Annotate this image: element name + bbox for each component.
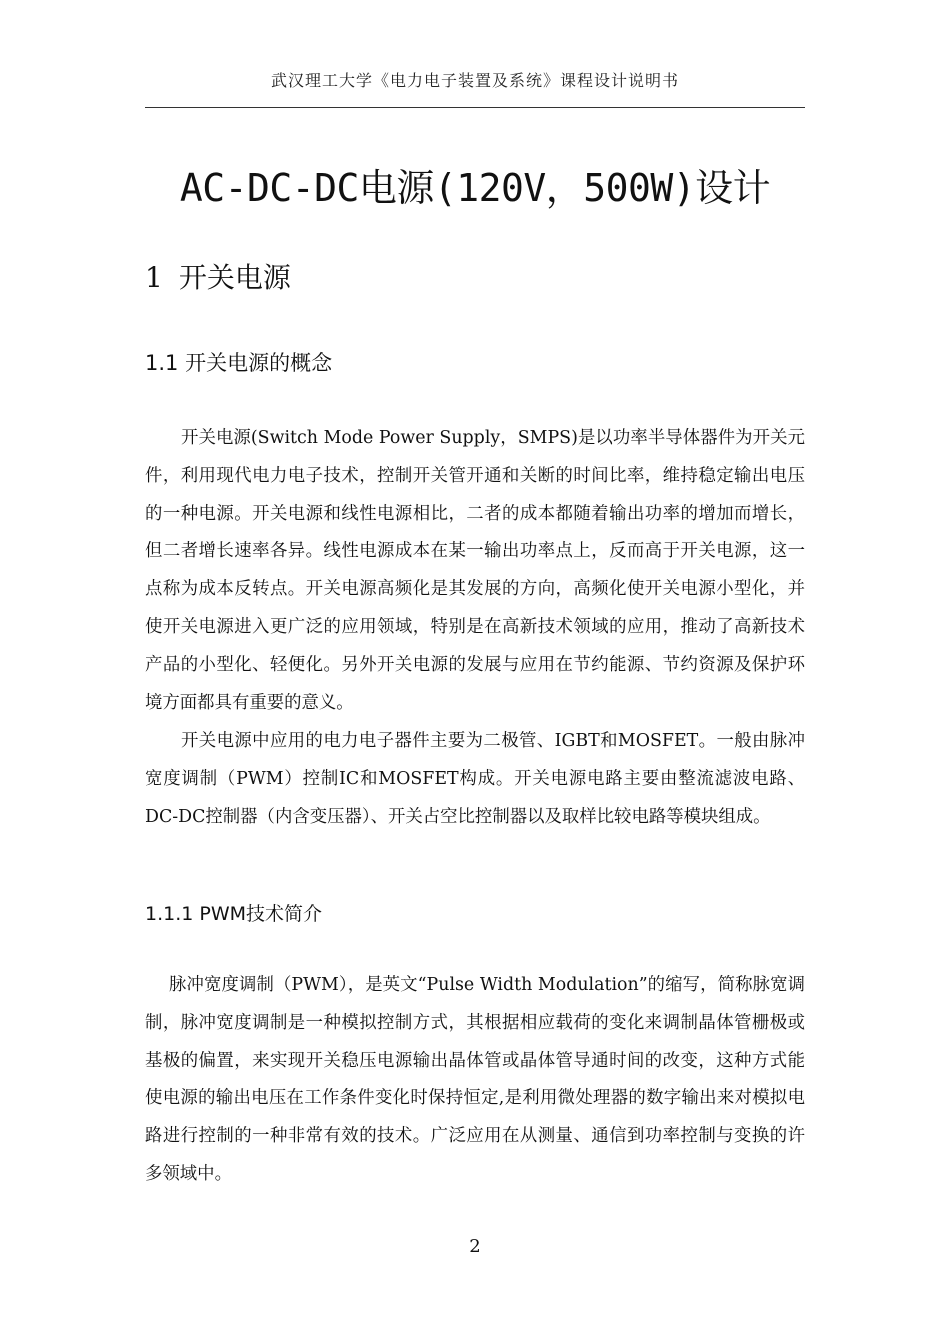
section-heading-1 [145, 256, 291, 300]
section-heading-1-1: 1.1 开关电源的概念 [145, 351, 333, 375]
page-number: 2 [469, 1236, 481, 1257]
section-number: 1 [145, 261, 163, 294]
document-title: AC-DC-DC电源(120V，500W)设计 [179, 166, 771, 210]
section-title: 开关电源 [178, 261, 291, 294]
paragraph-smps-concept: 开关电源(Switch Mode Power Supply，SMPS)是以功率半导体器件为开关元件，利用现代电力电子技术，控制开关管开通和关断的时间比率，维持稳定输出电压的一种电源。开关电源和线性电源相比，二者的成本都随着输出功率的增加而增长，但二者增长速率各异。线性电源成本在某一输出功率点上，反而高于开关电源，这一点称为成本反转点。开关电源高频化是其发展的方向，高频化使开关电源小型化，并使开关电源进入更广泛的应用领域，特别是在高新技术领域的应用，推动了高新技术产品的小型化、轻便化。另外开关电源的发展与应用在节约能源、节约资源及保护环境方面都具有重要的意义。 [145, 428, 805, 713]
running-header: 武汉理工大学《电力电子装置及系统》课程设计说明书 [270, 71, 679, 90]
paragraph-pwm-intro: 脉冲宽度调制（PWM），是英文“Pulse Width Modulation”的缩写，简称脉宽调制，脉冲宽度调制是一种模拟控制方式，其根据相应载荷的变化来调制晶体管栅极或基极的偏置，来实现开关稳压电源输出晶体管或晶体管导通时间的改变，这种方式能使电源的输出电压在工作条件变化时保持恒定,是利用微处理器的数字输出来对模拟电路进行控制的一种非常有效的技术。广泛应用在从测量、通信到功率控制与变换的许多领域中。 [145, 975, 805, 1184]
section-heading-1-1-1: 1.1.1 PWM技术简介 [145, 903, 323, 925]
header-rule [145, 107, 805, 108]
paragraph-smps-devices: 开关电源中应用的电力电子器件主要为二极管、IGBT和MOSFET。一般由脉冲宽度调制（PWM）控制IC和MOSFET构成。开关电源电路主要由整流滤波电路、DC-DC控制器（内含变压器）、开关占空比控制器以及取样比较电路等模块组成。 [145, 731, 805, 827]
